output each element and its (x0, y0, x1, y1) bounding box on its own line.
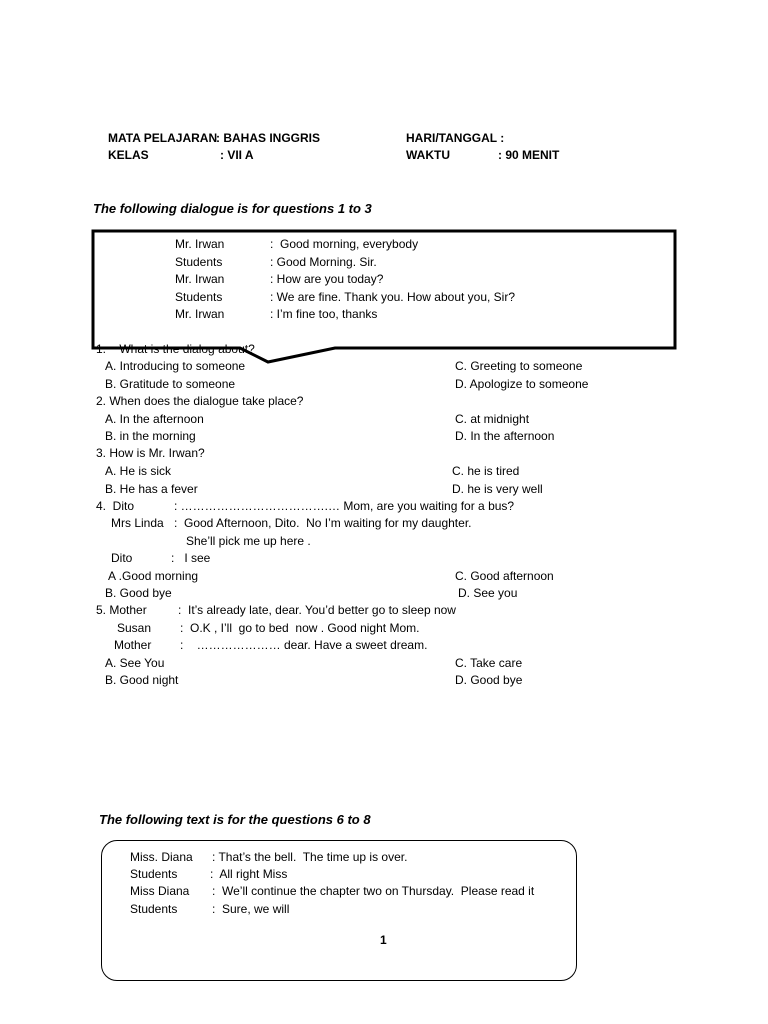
dialogue1-speaker: Mr. Irwan (175, 237, 225, 251)
q4-option-a: A .Good morning (108, 569, 199, 583)
dialogue2-line: : Sure, we will (212, 902, 290, 916)
q4-speaker: Mrs Linda (111, 516, 164, 530)
q4-line: : ……………………………….… Mom, are you waiting for a bus? (174, 499, 515, 513)
q5-line: : O.K , I’ll go to bed now . Good night Mom. (180, 621, 420, 635)
q4-speaker: Dito (111, 551, 133, 565)
dialogue2-line: : We’ll continue the chapter two on Thursday. Please read it (212, 884, 535, 898)
dialogue2-line: : All right Miss (210, 867, 288, 881)
q5-option-c: C. Take care (455, 656, 523, 670)
q1-option-a: A. Introducing to someone (105, 359, 246, 373)
q4-line: : Good Afternoon, Dito. No I’m waiting for my daughter. (174, 516, 472, 530)
section1-heading: The following dialogue is for questions 1 to 3 (93, 201, 372, 216)
q2-option-d: D. In the afternoon (455, 429, 555, 443)
dialogue1-speaker: Mr. Irwan (175, 307, 225, 321)
time-label: WAKTU (406, 148, 450, 162)
dialogue1-line: : Good morning, everybody (270, 237, 419, 251)
dialogue1-speaker: Students (175, 290, 223, 304)
q2-option-a: A. In the afternoon (105, 412, 204, 426)
q5-option-b: B. Good night (105, 673, 179, 687)
dialogue1-line: : Good Morning. Sir. (270, 255, 377, 269)
date-label: HARI/TANGGAL : (406, 131, 505, 145)
page-number: 1 (380, 933, 387, 947)
question-2: 2. When does the dialogue take place? (96, 394, 304, 408)
dialogue2-speaker: Students (130, 867, 178, 881)
subject-label: MATA PELAJARAN (108, 131, 218, 145)
dialogue1-line: : I’m fine too, thanks (270, 307, 378, 321)
q5-speaker: Susan (117, 621, 152, 635)
q5-option-a: A. See You (105, 656, 165, 670)
class-label: KELAS (108, 148, 149, 162)
q4-option-d: D. See you (458, 586, 518, 600)
q5-option-d: D. Good bye (455, 673, 523, 687)
q4-speaker: 4. Dito (96, 499, 135, 513)
dialogue2-speaker: Miss. Diana (130, 850, 193, 864)
q3-option-b: B. He has a fever (105, 482, 198, 496)
dialogue1-speaker: Mr. Irwan (175, 272, 225, 286)
q3-option-d: D. he is very well (452, 482, 543, 496)
q5-line: : ………………… dear. Have a sweet dream. (180, 638, 428, 652)
subject-value: : BAHAS INGGRIS (216, 131, 321, 145)
question-3: 3. How is Mr. Irwan? (96, 446, 205, 460)
question-1: 1. What is the dialog about? (96, 342, 255, 356)
q1-option-c: C. Greeting to someone (455, 359, 583, 373)
time-value: : 90 MENIT (498, 148, 560, 162)
q4-line: : I see (171, 551, 211, 565)
q4-option-b: B. Good bye (105, 586, 172, 600)
class-value: : VII A (220, 148, 254, 162)
dialogue2-line: : That’s the bell. The time up is over. (212, 850, 408, 864)
q3-option-c: C. he is tired (452, 464, 520, 478)
dialogue1-line: : We are fine. Thank you. How about you, Sir? (270, 290, 516, 304)
dialogue1-speaker: Students (175, 255, 223, 269)
q4-option-c: C. Good afternoon (455, 569, 554, 583)
q5-line: : It’s already late, dear. You’d better go to sleep now (178, 603, 456, 617)
q1-option-d: D. Apologize to someone (455, 377, 589, 391)
section2-heading: The following text is for the questions 6 to 8 (99, 812, 371, 827)
q1-option-b: B. Gratitude to someone (105, 377, 236, 391)
q5-speaker: Mother (114, 638, 152, 652)
q4-line-continued: She’ll pick me up here . (186, 534, 311, 548)
dialogue2-speaker: Miss Diana (130, 884, 190, 898)
q2-option-b: B. in the morning (105, 429, 196, 443)
dialogue2-speaker: Students (130, 902, 178, 916)
q3-option-a: A. He is sick (105, 464, 172, 478)
dialogue1-line: : How are you today? (270, 272, 384, 286)
q2-option-c: C. at midnight (455, 412, 530, 426)
q5-speaker: 5. Mother (96, 603, 147, 617)
